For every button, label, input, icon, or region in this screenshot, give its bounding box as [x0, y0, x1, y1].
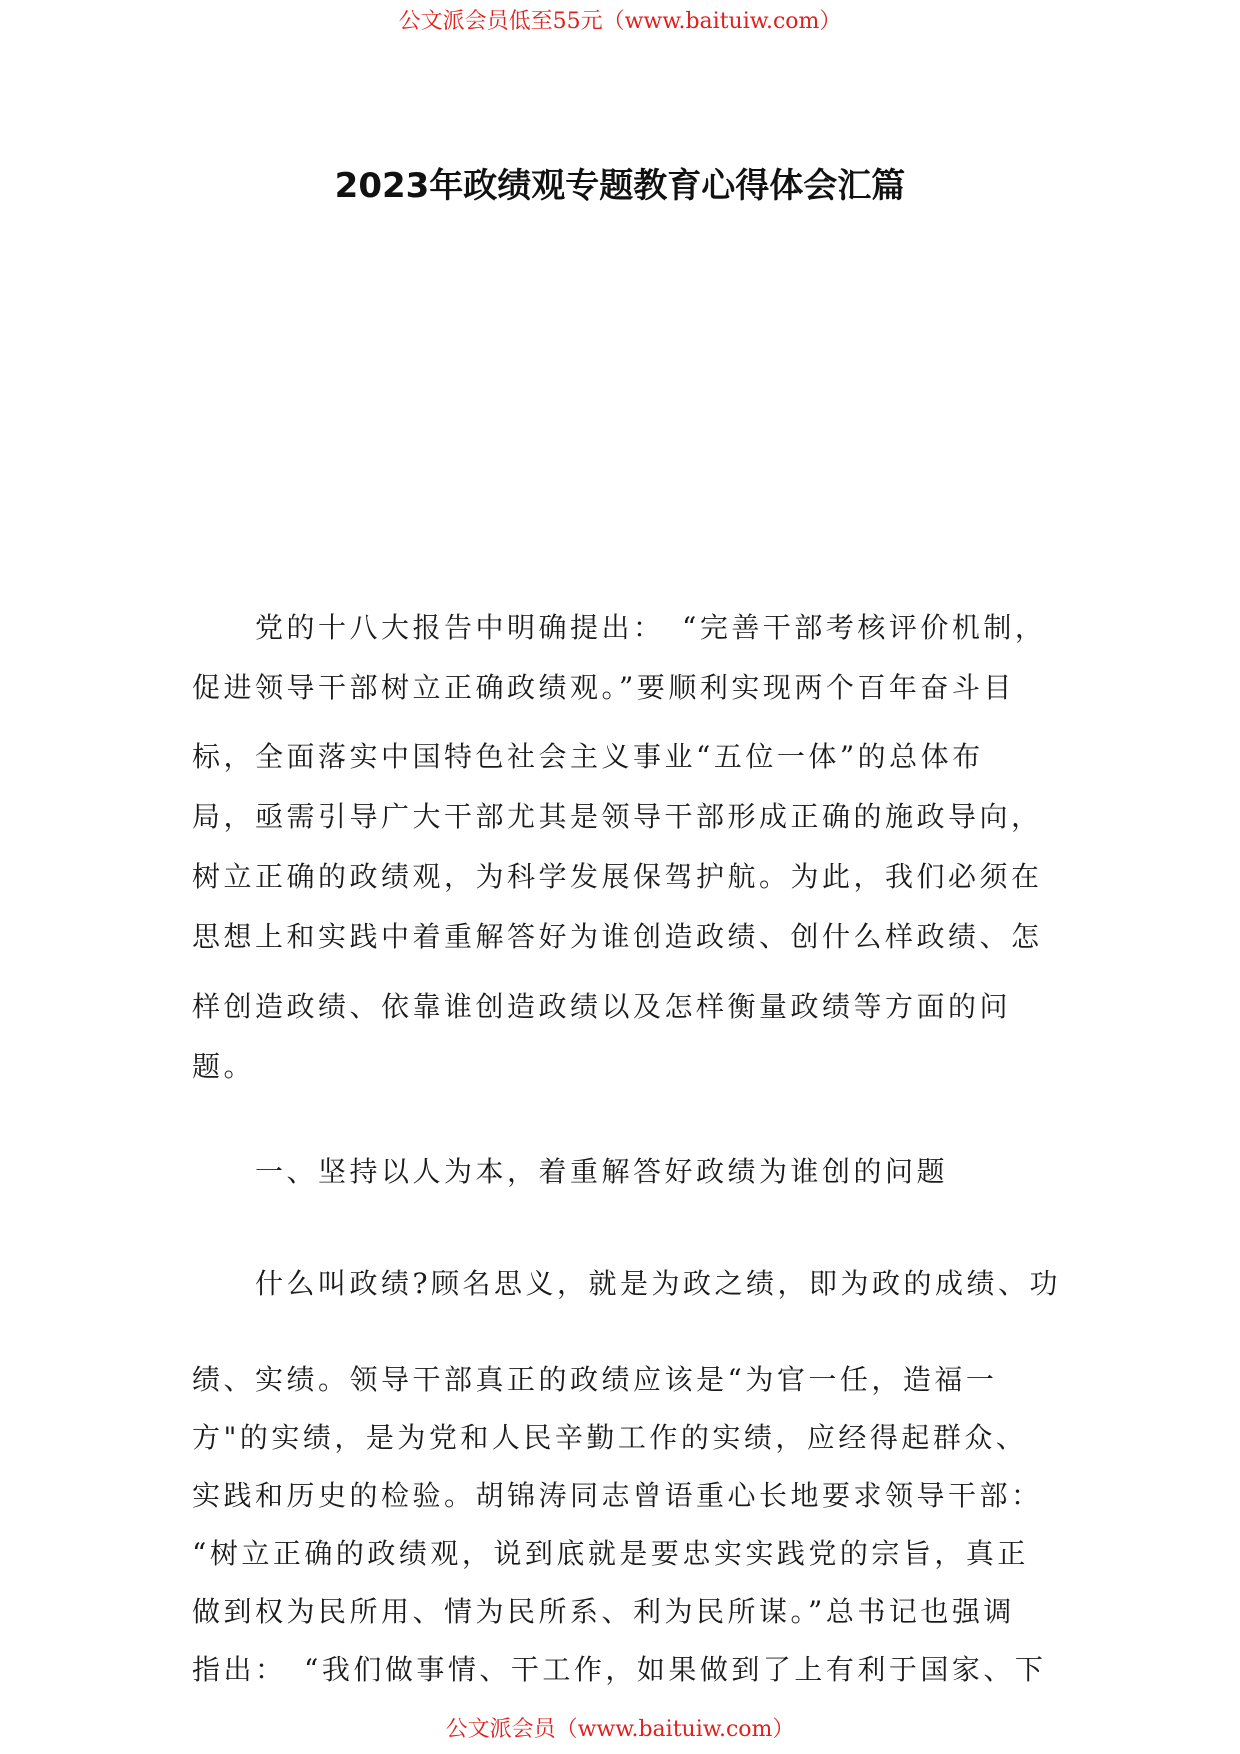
- body-line: 局，亟需引导广大干部尤其是领导干部形成正确的施政导向，: [192, 800, 1043, 833]
- body-line: 样创造政绩、依靠谁创造政绩以及怎样衡量政绩等方面的问: [192, 990, 1012, 1023]
- body-line: 促进领导干部树立正确政绩观。”要顺利实现两个百年奋斗目: [192, 671, 1015, 704]
- body-line: 什么叫政绩?顾名思义，就是为政之绩，即为政的成绩、功: [255, 1267, 1062, 1300]
- body-line: 做到权为民所用、情为民所系、利为民所谋。”总书记也强调: [192, 1595, 1015, 1628]
- body-line: 绩、实绩。领导干部真正的政绩应该是“为官一任，造福一: [192, 1363, 998, 1396]
- body-line: 方"的实绩，是为党和人民辛勤工作的实绩，应经得起群众、: [192, 1421, 1028, 1454]
- body-line: 指出： “我们做事情、干工作，如果做到了上有利于国家、下: [192, 1653, 1047, 1686]
- footer-banner: 公文派会员（www.baituiw.com）: [445, 1717, 795, 1742]
- document-title: 2023年政绩观专题教育心得体会汇篇: [334, 166, 906, 206]
- body-line: 标，全面落实中国特色社会主义事业“五位一体”的总体布: [192, 740, 984, 773]
- body-line: 实践和历史的检验。胡锦涛同志曾语重心长地要求领导干部：: [192, 1479, 1043, 1512]
- body-line: 党的十八大报告中明确提出： “完善干部考核评价机制，: [255, 611, 1047, 644]
- body-line: 题。: [192, 1050, 256, 1083]
- body-line: 树立正确的政绩观，为科学发展保驾护航。为此，我们必须在: [192, 860, 1043, 893]
- section-heading: 一、坚持以人为本，着重解答好政绩为谁创的问题: [255, 1155, 949, 1188]
- body-line: 思想上和实践中着重解答好为谁创造政绩、创什么样政绩、怎: [192, 920, 1043, 953]
- body-line: “树立正确的政绩观，说到底就是要忠实实践党的宗旨，真正: [192, 1537, 1029, 1570]
- header-banner: 公文派会员低至55元（www.baituiw.com）: [398, 9, 842, 34]
